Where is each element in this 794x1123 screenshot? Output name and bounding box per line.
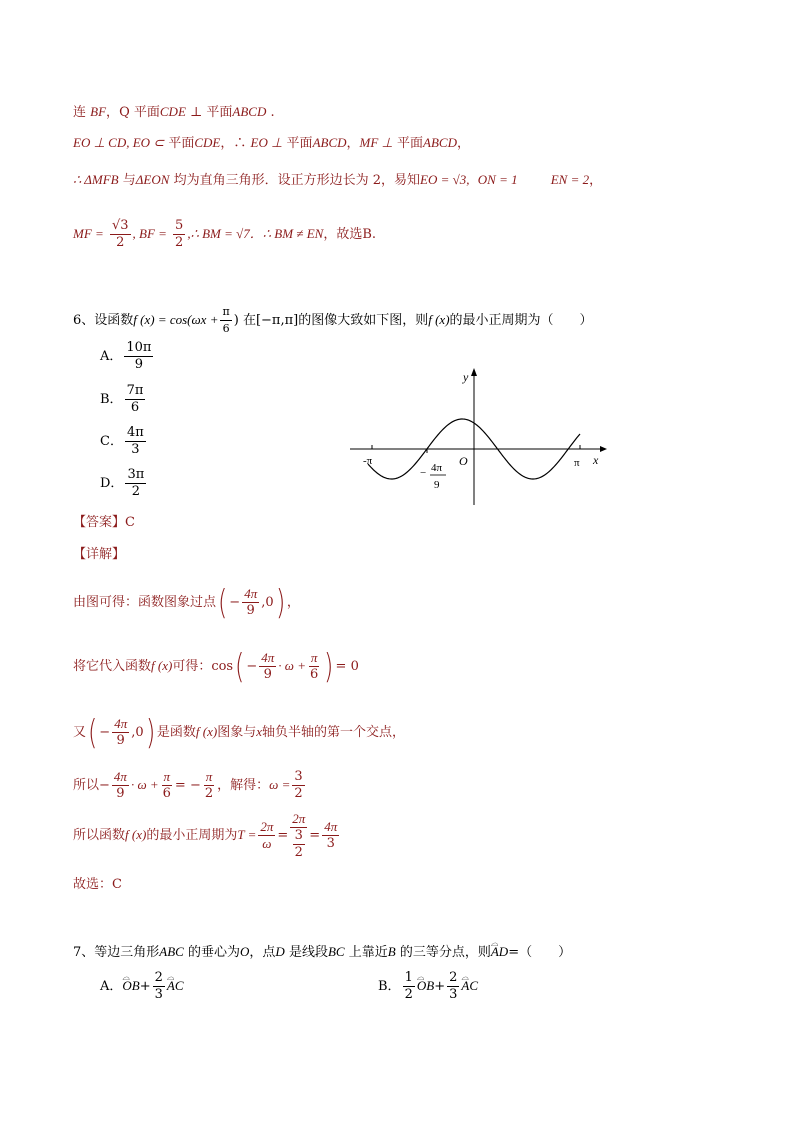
tick-sign: − bbox=[420, 467, 427, 479]
q6-option-a[interactable]: A． $\frac{10\pi}{9}$ bbox=[100, 340, 152, 372]
sol5-line1: 连 BF，Q 平面CDE ⊥ 平面ABCD . bbox=[73, 104, 275, 120]
q7-option-a[interactable]: A．⌓ OB+ $\frac{2}{3}$ ⌓ AC bbox=[100, 968, 184, 1005]
neg-pi-label: -π bbox=[363, 455, 373, 467]
q7-option-b[interactable]: B． $\frac{1}{2}$ ⌓ OB+ $\frac{2}{3}$ ⌓ AC bbox=[378, 968, 478, 1005]
sol5-line2: EO ⊥ CD, EO ⊂ 平面CDE，∴ EO ⊥ 平面ABCD，MF ⊥ 平面ABCD， bbox=[73, 135, 471, 151]
q6-detail-line3: 又( − $\frac{4\pi}{9}$ ,0) 是函数f (x)图象与x轴负半轴的第一个交点， bbox=[73, 712, 405, 753]
x-label: x bbox=[593, 453, 599, 467]
origin-label: O bbox=[459, 454, 468, 468]
q6-detail-line2: 将它代入函数f (x)可得：cos( − $\frac{4\pi}{9}$ · ω + $\frac{\pi}{6}$ ) = 0 bbox=[73, 646, 359, 687]
q6-option-d[interactable]: D． $\frac{3\pi}{2}$ bbox=[100, 467, 145, 499]
y-axis-arrow bbox=[471, 368, 477, 376]
sol5-line3: ∴ ΔMFB 与ΔEON 均为直角三角形．设正方形边长为 2，易知EO = √3, ON = 1 EN = 2， bbox=[73, 172, 603, 188]
q6-answer: 【答案】C bbox=[73, 515, 135, 530]
pi-label: π bbox=[574, 457, 580, 469]
y-label: y bbox=[463, 370, 469, 384]
q6-conclusion: 故选：C bbox=[73, 877, 122, 892]
x-axis-arrow bbox=[600, 446, 607, 452]
q7-stem: 7、等边三角形ABC 的垂心为O，点D 是线段BC 上靠近B 的三等分点，则⌓ AD=（ ） bbox=[73, 942, 571, 963]
q6-stem: 6、设函数f (x) = cos(ωx + $\frac{\pi}{6}$ ) 在[−π,π]的图像大致如下图，则f (x)的最小正周期为（ ） bbox=[73, 305, 593, 335]
q6-detail-label: 【详解】 bbox=[73, 547, 126, 562]
q6-option-c[interactable]: C． $\frac{4\pi}{3}$ bbox=[100, 425, 144, 457]
tick-num: 4π bbox=[431, 462, 443, 474]
cosine-graph bbox=[345, 363, 615, 513]
sol5-line4: MF = $\frac{√3}{2}$ , BF = $\frac{5}{2}$ ,∴ BM = √7．∴ BM ≠ EN，故选B. bbox=[73, 218, 377, 250]
q6-detail-line4: 所以− $\frac{4\pi}{9}$ · ω + $\frac{\pi}{6}$ = − $\frac{\pi}{2}$ ，解得：ω = $\frac{3}{2}$ bbox=[73, 769, 303, 801]
tick-den: 9 bbox=[434, 479, 440, 491]
q6-detail-line1: 由图可得：函数图象过点( − $\frac{4\pi}{9}$ ,0) ， bbox=[73, 582, 300, 623]
q6-option-b[interactable]: B． $\frac{7\pi}{6}$ bbox=[100, 383, 144, 415]
q6-detail-line5: 所以函数f (x)的最小正周期为T = $\frac{2\pi}{\omega}$ = $\frac{2\pi}{\frac{3}{2}}$ = $\frac{4\pi}{3}$ bbox=[73, 810, 338, 860]
